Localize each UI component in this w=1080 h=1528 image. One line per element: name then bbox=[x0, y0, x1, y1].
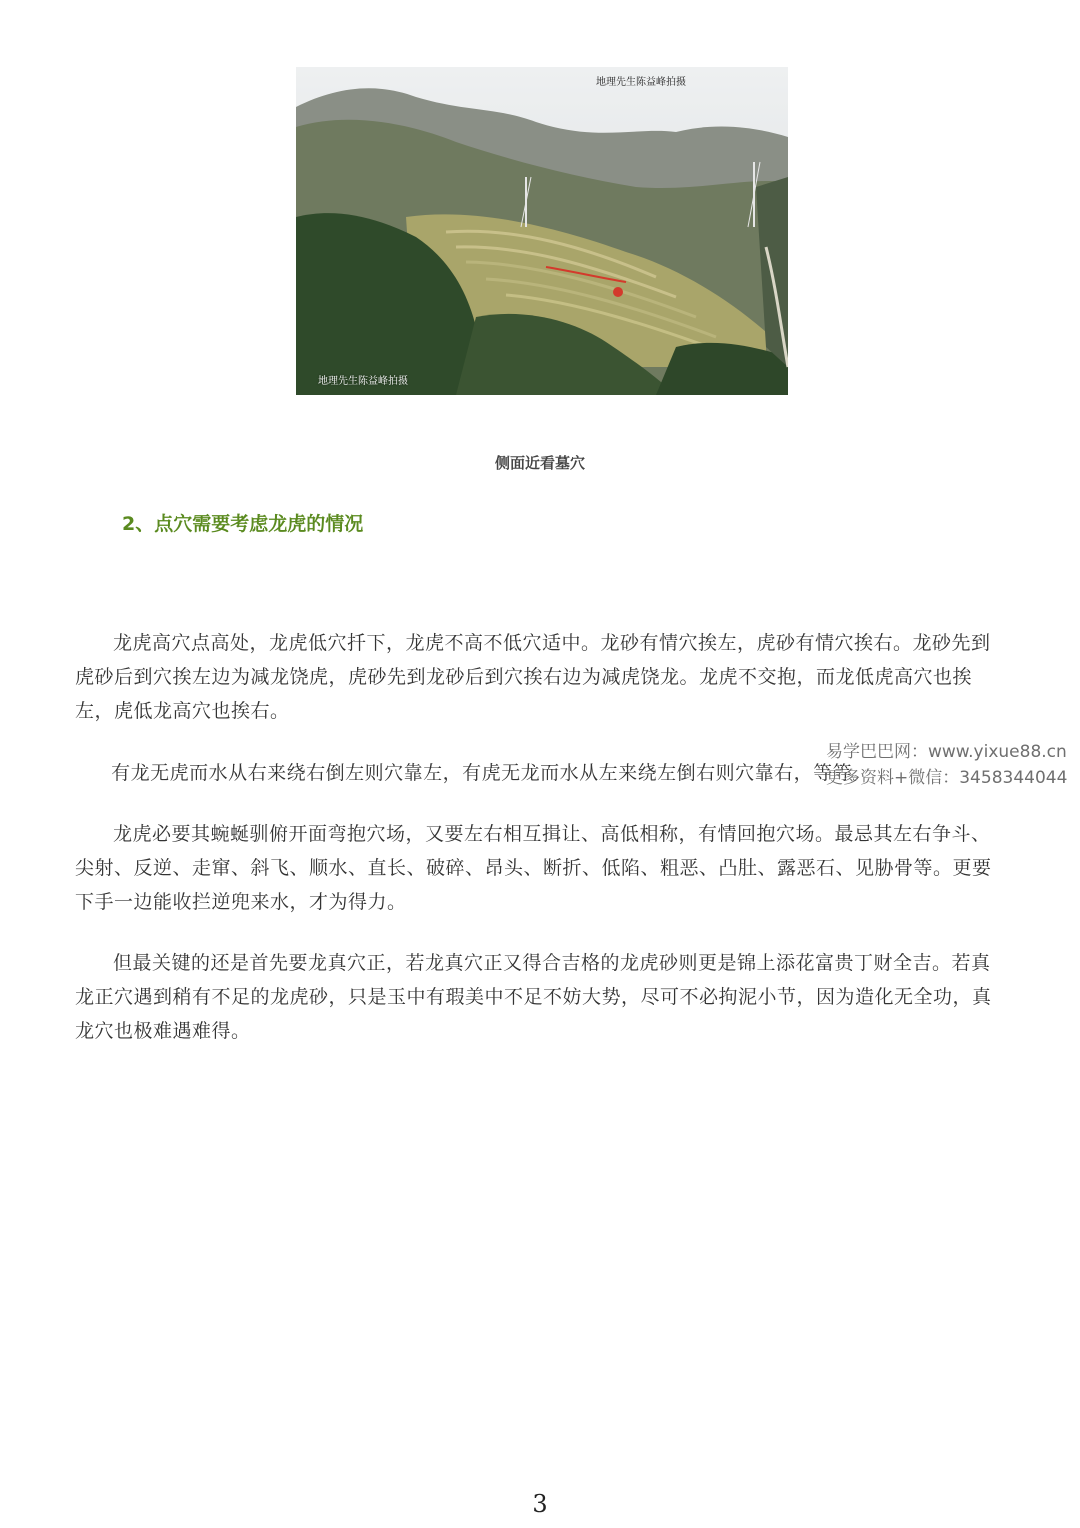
watermark-line-2: 更多资料+微信：3458344044 bbox=[826, 768, 1068, 788]
photo-credit-bottom: 地理先生陈益峰拍摄 bbox=[318, 376, 408, 387]
landscape-photo bbox=[296, 67, 788, 395]
figure-caption: 侧面近看墓穴 bbox=[494, 454, 585, 472]
site-watermark bbox=[826, 739, 1076, 791]
paragraph-4: 但最关键的还是首先要龙真穴正，若龙真穴正又得合吉格的龙虎砂则更是锦上添花富贵丁财全吉。若真龙正穴遇到稍有不足的龙虎砂，只是玉中有瑕美中不足不妨大势，尽可不必拘泥小节，因为造化无全功，真龙穴也极难遇难得。 bbox=[75, 952, 992, 1042]
watermark-line-1: 易学巴巴网：www.yixue88.cn bbox=[826, 742, 1067, 762]
paragraph-3: 龙虎必要其蜿蜒驯俯开面弯抱穴场，又要左右相互揖让、高低相称，有情回抱穴场。最忌其左右争斗、尖射、反逆、走窜、斜飞、顺水、直长、破碎、昂头、断折、低陷、粗恶、凸肚、露恶石、见胁骨等。更要下手一边能收拦逆兜来水，才为得力。 bbox=[75, 823, 992, 913]
paragraph-1: 龙虎高穴点高处，龙虎低穴扦下，龙虎不高不低穴适中。龙砂有情穴挨左，虎砂有情穴挨右。龙砂先到虎砂后到穴挨左边为减龙饶虎，虎砂先到龙砂后到穴挨右边为减虎饶龙。龙虎不交抱，而龙低虎高穴也挨左，虎低龙高穴也挨右。 bbox=[75, 632, 991, 722]
terraced-hillside-image bbox=[296, 67, 788, 395]
page-number: 3 bbox=[532, 1490, 548, 1518]
photo-credit-top: 地理先生陈益峰拍摄 bbox=[596, 77, 686, 88]
section-heading: 2、点穴需要考虑龙虎的情况 bbox=[122, 513, 364, 535]
paragraph-2: 有龙无虎而水从右来绕右倒左则穴靠左，有虎无龙而水从左来绕左倒右则穴靠右，等等。 bbox=[111, 762, 872, 784]
